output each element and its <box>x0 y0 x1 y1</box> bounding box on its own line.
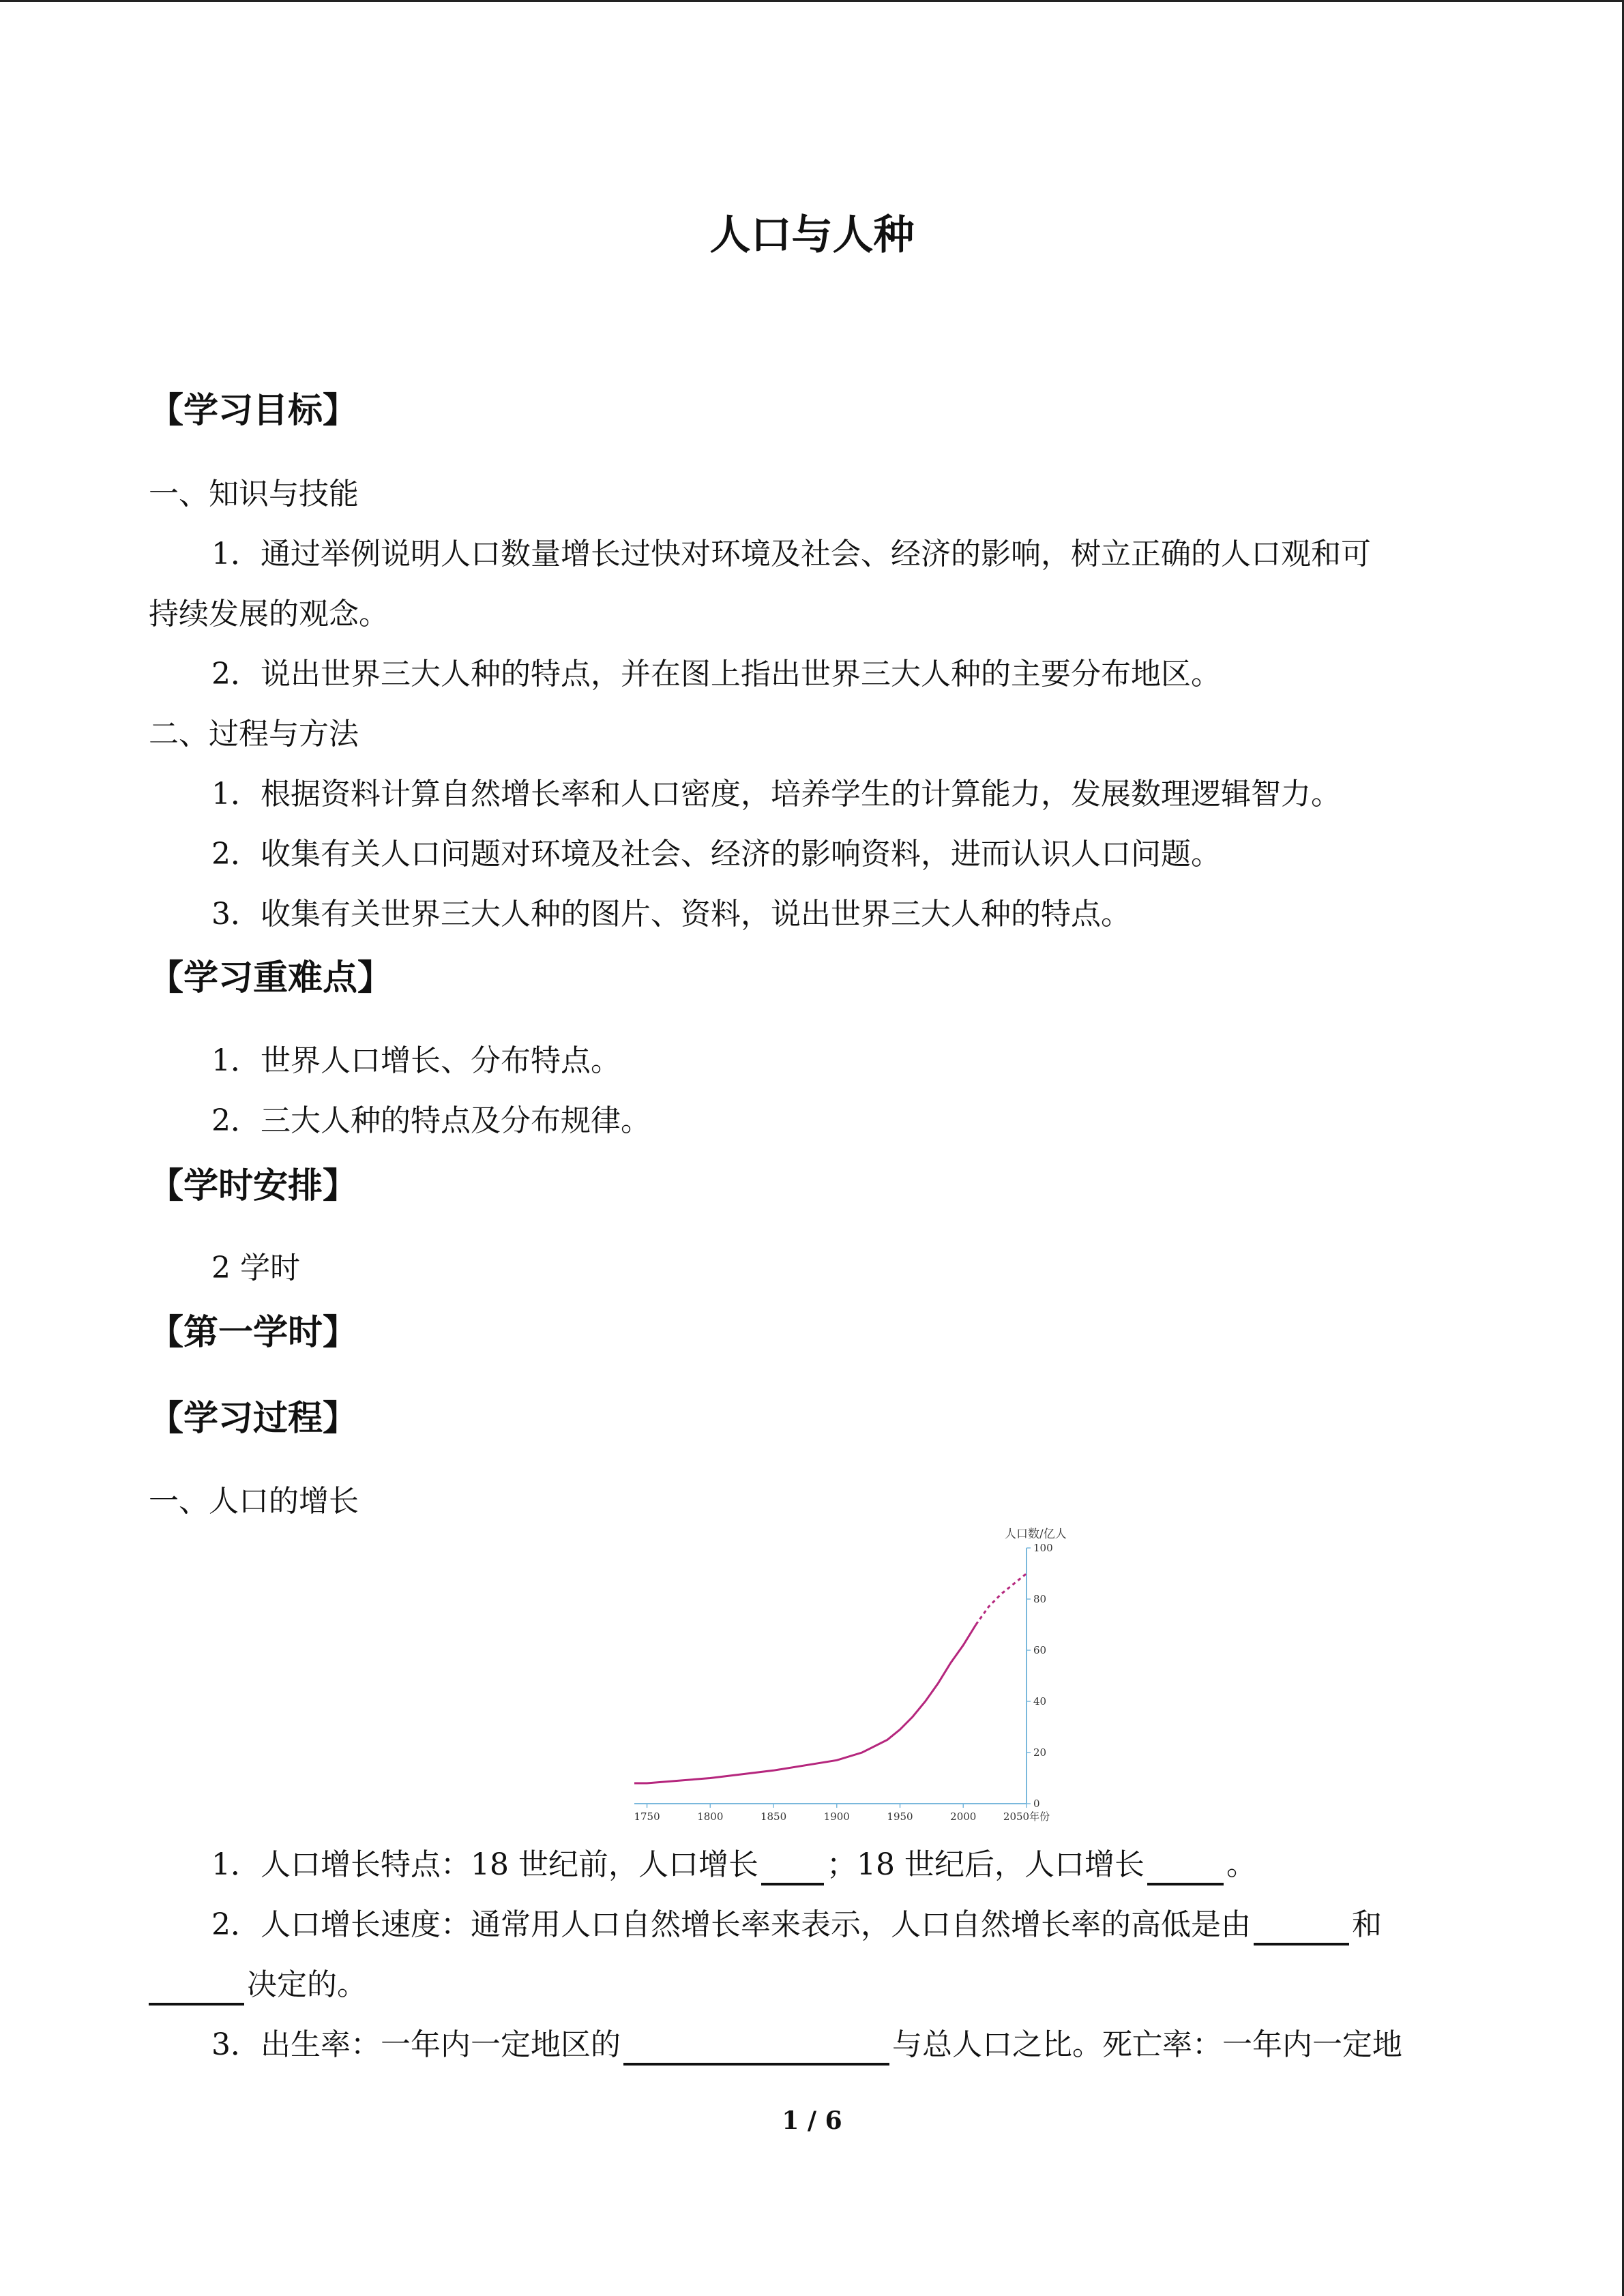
question-1-text-b: ；18 世纪后，人口增长 <box>826 1847 1145 1882</box>
goals-process-heading: 二、过程与方法 <box>149 717 359 751</box>
goals-knowledge-heading: 一、知识与技能 <box>149 477 359 511</box>
goals-process-1: 1．根据资料计算自然增长率和人口密度，培养学生的计算能力，发展数理逻辑智力。 <box>211 777 1341 811</box>
chart-x-tick-label: 1750 <box>634 1810 660 1823</box>
goals-knowledge-1b: 持续发展的观念。 <box>149 597 389 631</box>
answer-blank-4[interactable] <box>149 1969 244 2006</box>
chart-x-tick-label: 1850 <box>760 1810 787 1823</box>
chart-x-tick-label: 1950 <box>887 1810 913 1823</box>
key-point-1: 1．世界人口增长、分布特点。 <box>211 1043 621 1078</box>
chart-x-tick-label: 1800 <box>697 1810 724 1823</box>
answer-blank-1[interactable] <box>761 1849 824 1885</box>
section-first-period-heading: 【第一学时】 <box>149 1313 358 1353</box>
top-border <box>0 0 1624 2</box>
goals-knowledge-1a: 1．通过举例说明人口数量增长过快对环境及社会、经济的影响，树立正确的人口观和可 <box>211 537 1371 571</box>
question-1-text-a: 1．人口增长特点：18 世纪前，人口增长 <box>211 1847 758 1882</box>
answer-blank-2[interactable] <box>1147 1849 1224 1885</box>
section-schedule-heading: 【学时安排】 <box>149 1166 358 1206</box>
chart-lines <box>634 1574 1027 1784</box>
chart-y-tick-label: 40 <box>1033 1695 1047 1708</box>
question-3 <box>211 2025 1402 2066</box>
goals-process-3: 3．收集有关世界三大人种的图片、资料，说出世界三大人种的特点。 <box>211 897 1131 931</box>
answer-blank-3[interactable] <box>1254 1909 1349 1945</box>
chart-y-tick-label: 60 <box>1033 1644 1047 1656</box>
chart-y-tick-label: 80 <box>1033 1593 1047 1605</box>
chart-x-tick-label: 2000 <box>950 1810 977 1823</box>
question-1-text-c: 。 <box>1226 1847 1256 1882</box>
question-2a <box>211 1905 1382 1945</box>
question-2-text-c: 决定的。 <box>247 1967 367 2002</box>
question-3-text-a: 3．出生率：一年内一定地区的 <box>211 2027 621 2062</box>
section-process-heading: 【学习过程】 <box>149 1399 358 1439</box>
chart-y-tick-label: 20 <box>1033 1746 1047 1759</box>
question-2-text-b: 和 <box>1352 1907 1382 1942</box>
answer-blank-5[interactable] <box>623 2029 889 2066</box>
goals-knowledge-2: 2．说出世界三大人种的特点，并在图上指出世界三大人种的主要分布地区。 <box>211 657 1221 691</box>
page-number: 1 / 6 <box>782 2106 842 2135</box>
question-1 <box>211 1845 1256 1885</box>
chart-x-tick-label: 2050年份 <box>1003 1810 1050 1823</box>
process-population-heading: 一、人口的增长 <box>149 1484 359 1519</box>
chart-y-axis-label: 人口数/亿人 <box>1005 1527 1067 1541</box>
chart-series-actual <box>634 1625 976 1784</box>
chart-axes <box>634 1548 1027 1804</box>
section-key-heading: 【学习重难点】 <box>149 958 393 998</box>
question-2-text-a: 2．人口增长速度：通常用人口自然增长率来表示，人口自然增长率的高低是由 <box>211 1907 1251 1942</box>
chart-series-projection <box>976 1574 1027 1625</box>
goals-process-2: 2．收集有关人口问题对环境及社会、经济的影响资料，进而认识人口问题。 <box>211 837 1221 871</box>
section-goals-heading: 【学习目标】 <box>149 391 358 431</box>
chart-y-tick-label: 100 <box>1033 1542 1053 1554</box>
population-growth-chart <box>614 1517 1091 1824</box>
question-2b <box>149 1965 367 2006</box>
page-title: 人口与人种 <box>709 211 915 259</box>
schedule-text: 2 学时 <box>211 1251 300 1285</box>
chart-x-tick-label: 1900 <box>823 1810 850 1823</box>
question-3-text-b: 与总人口之比。死亡率：一年内一定地 <box>892 2027 1402 2062</box>
chart-y-tick-label: 0 <box>1033 1798 1040 1810</box>
chart-ticks <box>634 1542 1052 1823</box>
key-point-2: 2．三大人种的特点及分布规律。 <box>211 1103 651 1138</box>
